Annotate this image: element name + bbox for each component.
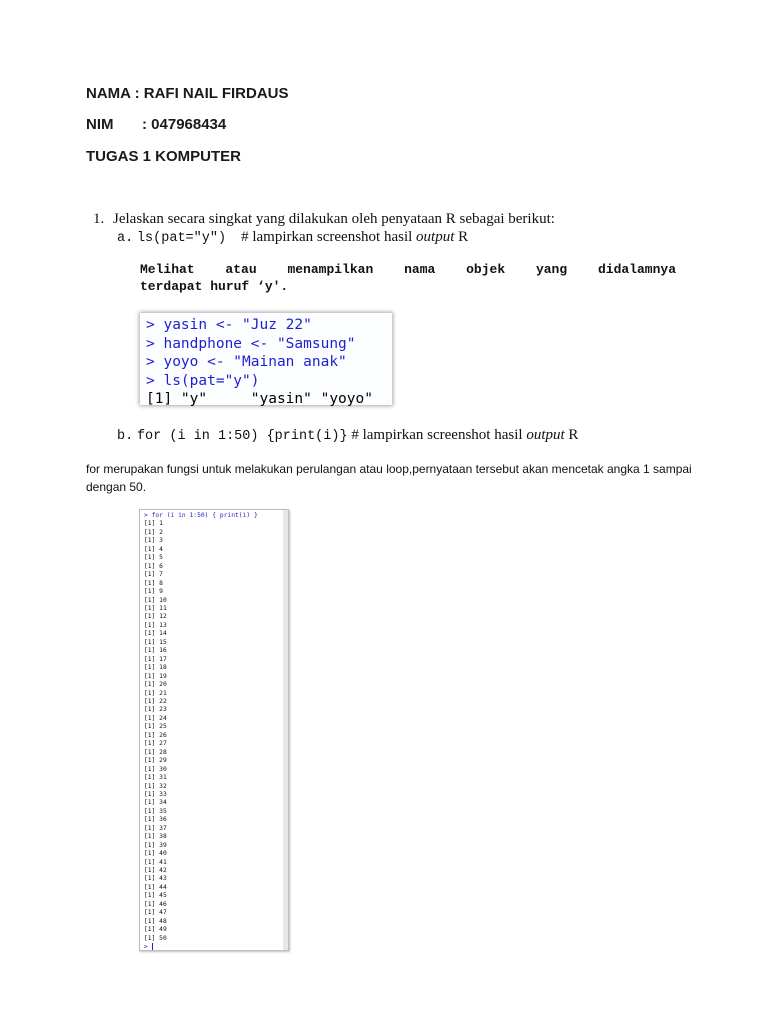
console-output-line: [1] 46 — [144, 900, 167, 908]
answer-word: Melihat — [140, 262, 195, 277]
console-output-line: [1] 49 — [144, 926, 167, 934]
console-output-line: [1] 28 — [144, 748, 167, 756]
console-output-line: [1] 36 — [144, 816, 167, 824]
console-output-line: [1] 31 — [144, 774, 167, 782]
console-output — [144, 520, 284, 943]
console-input-line: > yoyo <- "Mainan anak" — [146, 354, 347, 370]
question-number: 1. — [93, 211, 105, 227]
console-output-line: [1] 25 — [144, 723, 167, 731]
console-output-line: [1] 44 — [144, 883, 167, 891]
console-output-line: [1] 43 — [144, 875, 167, 883]
answer-word: nama — [404, 262, 436, 277]
part-b — [117, 427, 578, 444]
answer-word: atau — [225, 262, 257, 277]
console-output-line: [1] 27 — [144, 740, 167, 748]
console-output-line: [1] 22 — [144, 697, 167, 705]
console-output-line: [1] 40 — [144, 850, 167, 858]
part-b-code: for (i in 1:50) {print(i)} — [136, 429, 348, 444]
console-output-line: [1] 12 — [144, 613, 167, 621]
part-b-label: b. — [117, 429, 134, 444]
part-a-instruction-em: output — [416, 229, 455, 245]
console-output-line: [1] 33 — [144, 790, 167, 798]
screenshot-a-output: [1] "y" "yasin" "yoyo" — [146, 391, 373, 407]
part-a-instruction-post: R — [454, 229, 469, 245]
console-output-line: [1] 15 — [144, 638, 167, 646]
answer-a-line-2: terdapat huruf ‘y'. — [140, 279, 289, 294]
part-a — [117, 229, 468, 246]
question-text: Jelaskan secara singkat yang dilakukan oleh penyataan R sebagai berikut: — [113, 211, 555, 227]
console-output-line: [1] 47 — [144, 909, 167, 917]
console-output-line: [1] 11 — [144, 604, 167, 612]
console-output-line: [1] 3 — [144, 537, 163, 545]
answer-word: objek — [466, 262, 506, 277]
console-output-line: [1] 29 — [144, 757, 167, 765]
console-prompt — [144, 943, 284, 952]
console-output-line: [1] 5 — [144, 554, 163, 562]
console-output-line: [1] 37 — [144, 824, 167, 832]
console-output-line: [1] 1 — [144, 520, 163, 528]
part-a-label: a. — [117, 231, 134, 246]
console-output-line: [1] 35 — [144, 807, 167, 815]
console-output-line: [1] 34 — [144, 799, 167, 807]
console-output-line: [1] 38 — [144, 833, 167, 841]
answer-a — [140, 261, 676, 295]
console-output-line: [1] 39 — [144, 841, 167, 849]
console-output-line: [1] 24 — [144, 714, 167, 722]
part-a-instruction-pre: # lampirkan screenshot hasil — [241, 229, 417, 245]
console-output-line: [1] 23 — [144, 706, 167, 714]
console-input-line: > yasin <- "Juz 22" — [146, 317, 312, 333]
answer-word: yang — [535, 262, 568, 277]
console-output-line: [1] 30 — [144, 765, 167, 773]
part-b-instruction-em: output — [526, 427, 565, 443]
answer-a-line-1 — [140, 261, 676, 278]
console-input-line: > handphone <- "Samsung" — [146, 335, 356, 352]
console-output-line: [1] 4 — [144, 545, 163, 553]
prompt-symbol: > — [144, 943, 148, 951]
student-name: NAMA : RAFI NAIL FIRDAUS — [86, 85, 289, 102]
console-output-line: [1] 17 — [144, 655, 167, 663]
screenshot-a-input-lines — [146, 316, 386, 390]
console-output-line: [1] 2 — [144, 528, 163, 536]
part-b-instruction-pre: # lampirkan screenshot hasil — [351, 427, 527, 443]
console-input-line: > ls(pat="y") — [146, 372, 260, 389]
part-b-instruction-post: R — [564, 427, 579, 443]
console-output-line: [1] 10 — [144, 596, 167, 604]
question-1 — [93, 211, 555, 228]
assignment-title: TUGAS 1 KOMPUTER — [86, 148, 242, 165]
console-output-line: [1] 26 — [144, 731, 167, 739]
console-output-line: [1] 45 — [144, 892, 167, 900]
console-output-line: [1] 48 — [144, 917, 167, 925]
console-output-line: [1] 16 — [144, 647, 167, 655]
screenshot-a — [140, 313, 392, 405]
console-output-line: [1] 9 — [144, 588, 163, 596]
student-id — [86, 116, 226, 133]
console-output-line: [1] 7 — [144, 571, 163, 579]
explanation-paragraph: for merupakan fungsi untuk melakukan perulangan atau loop,pernyataan tersebut akan mencetak angka 1 sampai dengan 50. — [86, 462, 692, 494]
console-command: > for (i in 1:50) { print(i) } — [144, 512, 258, 519]
console-output-line: [1] 32 — [144, 782, 167, 790]
console-output-line: [1] 14 — [144, 630, 167, 638]
screenshot-b — [139, 509, 289, 951]
console-output-line: [1] 20 — [144, 681, 167, 689]
console-output-line: [1] 19 — [144, 672, 167, 680]
console-output-line: [1] 18 — [144, 664, 167, 672]
part-a-code: ls(pat="y") — [136, 231, 227, 246]
nim-label: NIM — [86, 116, 114, 133]
cursor-icon — [152, 943, 153, 950]
console-output-line: [1] 6 — [144, 562, 163, 570]
console-scrollbar[interactable] — [283, 510, 288, 950]
answer-word: didalamnya — [597, 262, 676, 277]
console-output-line: [1] 50 — [144, 934, 167, 942]
console-output-line: [1] 21 — [144, 689, 167, 697]
console-output-line: [1] 42 — [144, 867, 167, 875]
console-output-line: [1] 13 — [144, 621, 167, 629]
nim-value: : 047968434 — [142, 116, 227, 133]
console-output-line: [1] 8 — [144, 579, 163, 587]
answer-word: menampilkan — [287, 262, 374, 277]
console-output-line: [1] 41 — [144, 858, 167, 866]
